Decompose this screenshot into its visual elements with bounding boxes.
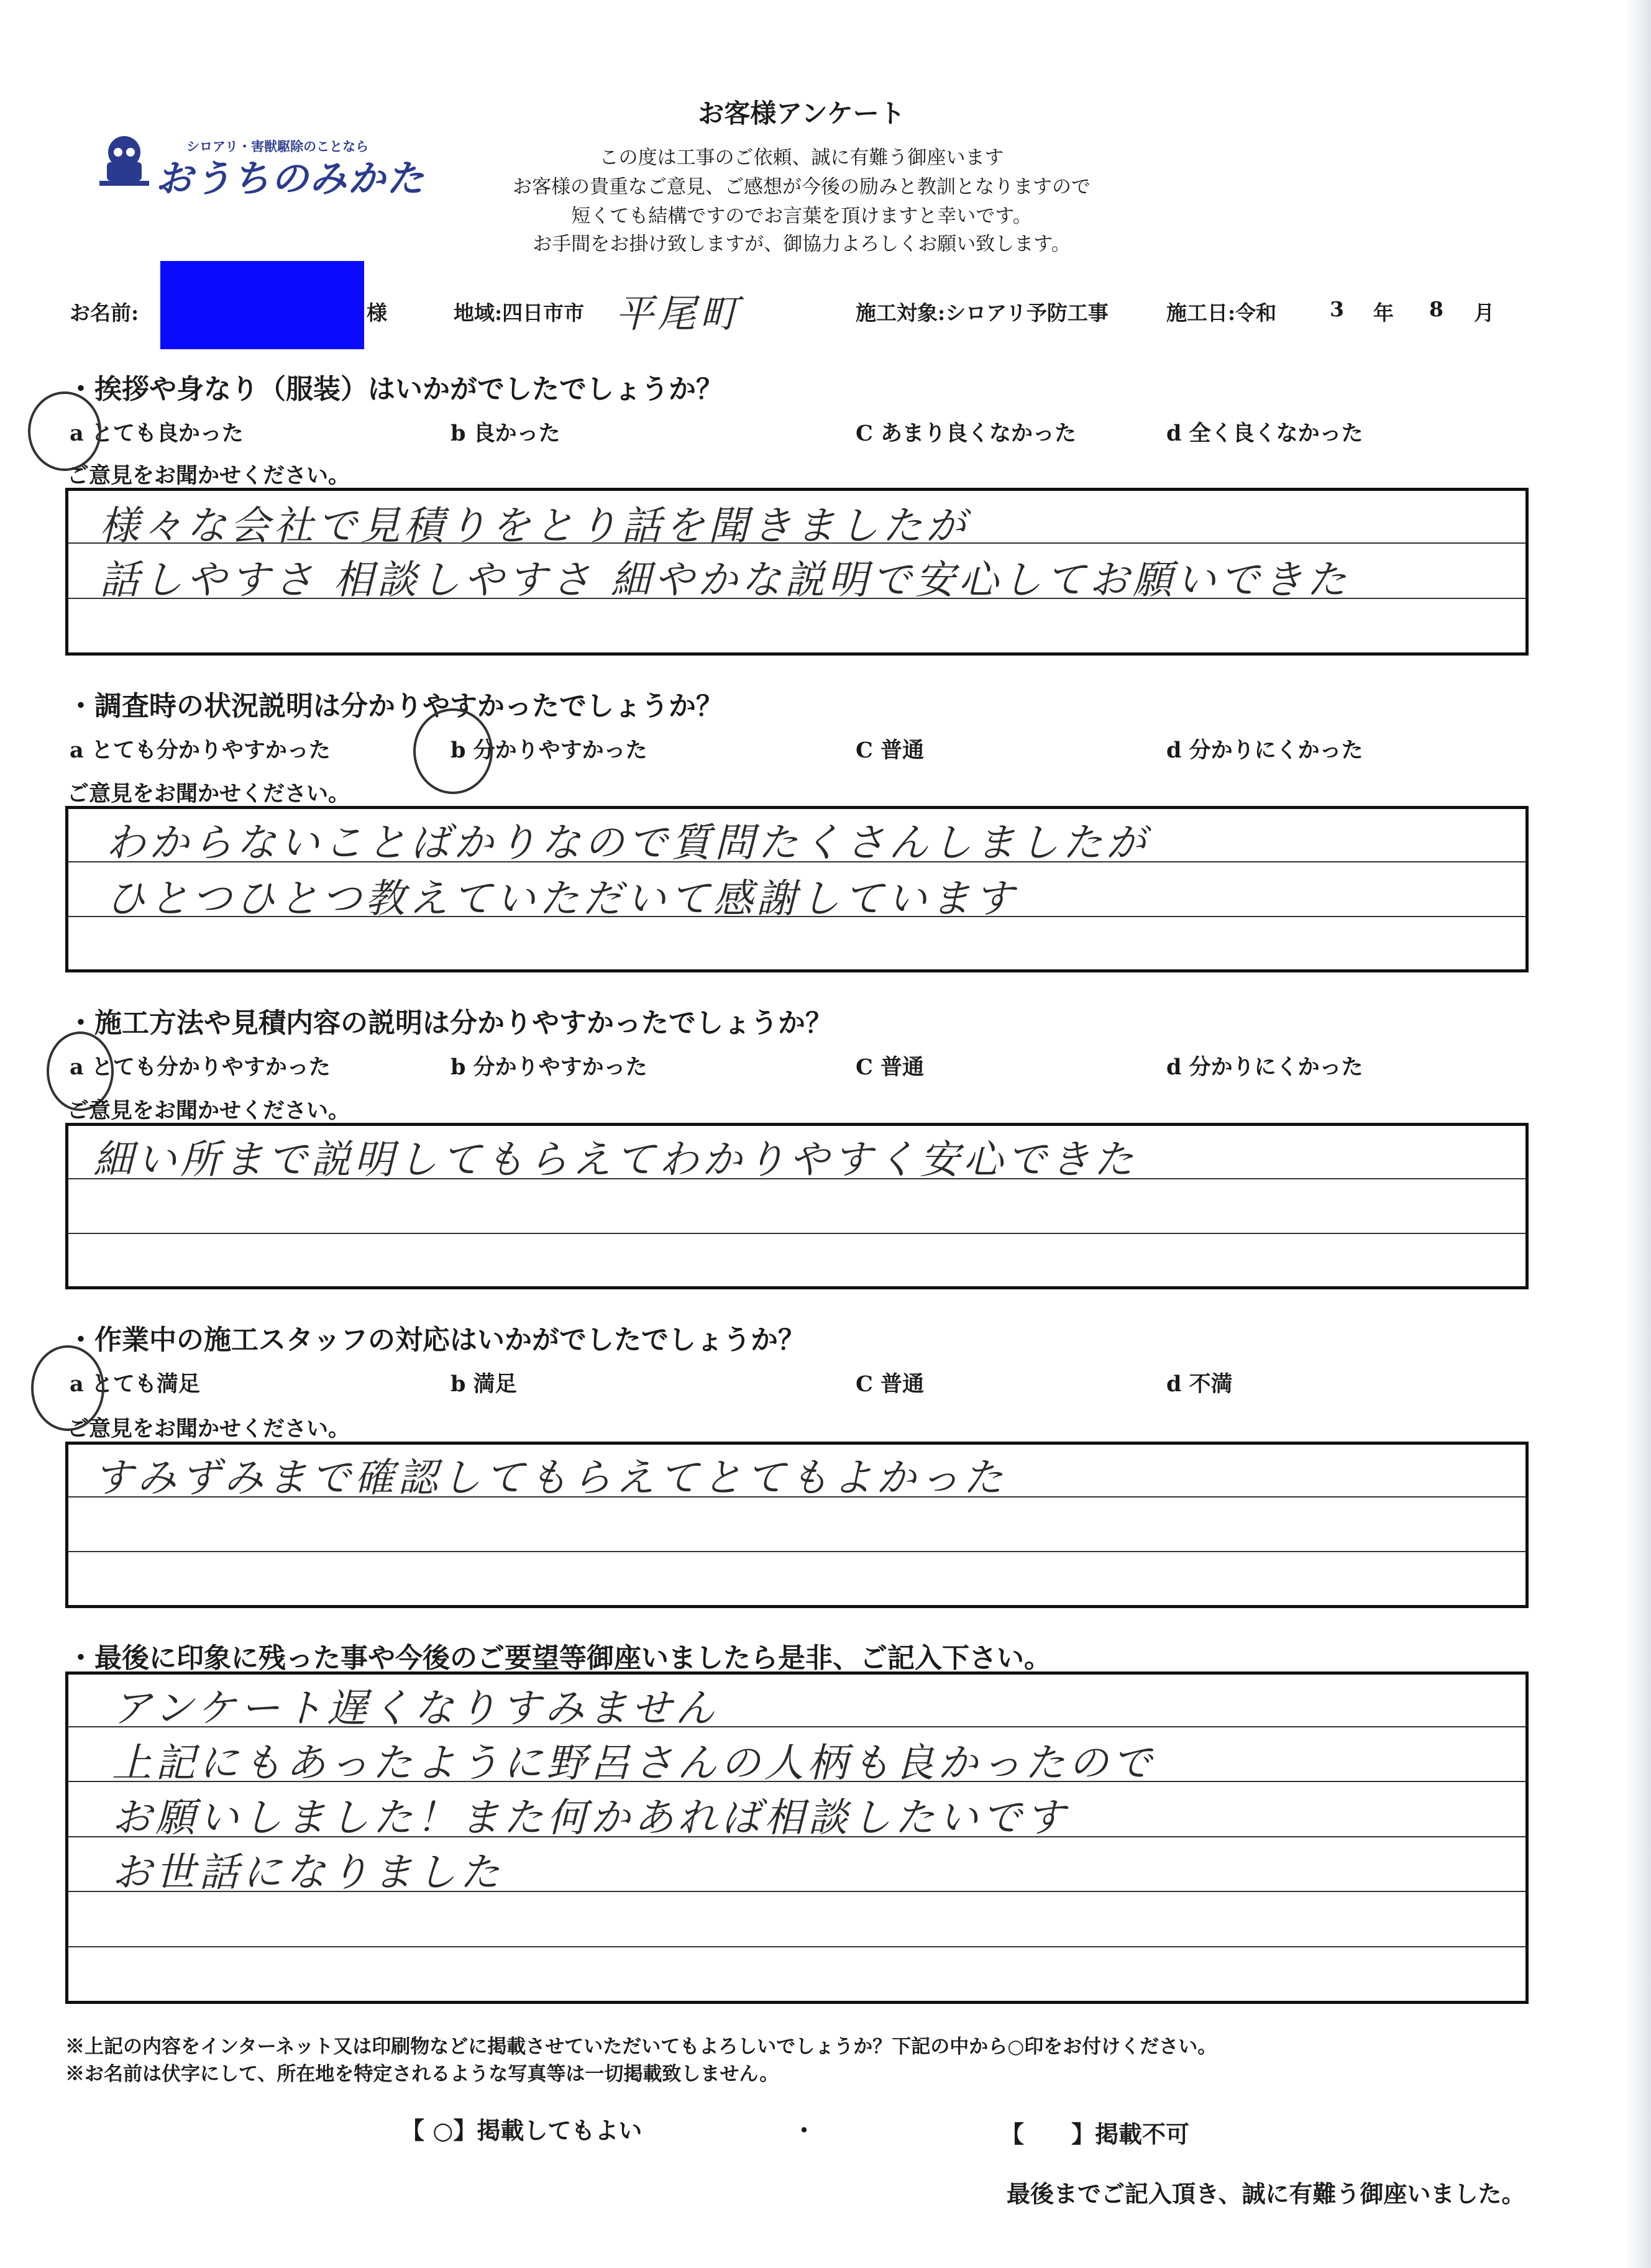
publish-note-2: ※お名前は伏字にして、所在地を特定されるような写真等は一切掲載致しません。 — [65, 2063, 779, 2085]
q1-answer-line-1: 様々な会社で見積りをとり話を聞きましたが — [99, 503, 969, 549]
name-redaction — [160, 261, 364, 349]
q2-option-c[interactable]: C 普通 — [856, 738, 925, 763]
q1-option-a[interactable]: a とても良かった — [70, 421, 244, 446]
final-line-5 — [68, 1946, 1525, 1947]
choice-separator: ・ — [792, 2116, 816, 2144]
q1-answer-line-2: 話しやすさ 相談しやすさ 細やかな説明で安心してお願いできた — [99, 557, 1350, 603]
q3-answer-line-1: 細い所まで説明してもらえてわかりやすく安心できた — [93, 1137, 1137, 1183]
q2-comment-prompt: ご意見をお聞かせください。 — [67, 781, 350, 807]
q1-option-c[interactable]: C あまり良くなかった — [856, 421, 1077, 446]
publish-note-1: ※上記の内容をインターネット又は印刷物などに掲載させていただいてもよろしいでしょうか？下記の中から○印をお付けください。 — [65, 2036, 1217, 2058]
date-month: 8 — [1429, 297, 1443, 321]
q1-option-d[interactable]: d 全く良くなかった — [1166, 421, 1363, 446]
region-handwritten: 平尾町 — [615, 291, 743, 336]
q3-option-a[interactable]: a とても分かりやすかった — [70, 1054, 331, 1080]
intro-line-2: お客様の貴重なご意見、ご感想が今後の励みと教訓となりますので — [513, 176, 1091, 198]
q3-comment-prompt: ご意見をお聞かせください。 — [67, 1098, 350, 1123]
q3-option-c[interactable]: C 普通 — [856, 1054, 925, 1080]
year-unit: 年 — [1373, 301, 1394, 325]
question-1: ・挨拶や身なり（服装）はいかがでしたでしょうか？ — [67, 373, 723, 405]
q4-option-a[interactable]: a とても満足 — [70, 1371, 200, 1397]
q3-option-d[interactable]: d 分かりにくかった — [1166, 1054, 1363, 1080]
q4-option-d[interactable]: d 不満 — [1166, 1371, 1233, 1397]
q3-line-2 — [68, 1233, 1525, 1234]
page-title: お客様アンケート — [698, 98, 905, 129]
final-answer-line-4: お世話になりました — [112, 1850, 503, 1896]
intro-line-4: お手間をお掛け致しますが、御協力よろしくお願い致します。 — [533, 233, 1071, 255]
q2-option-b[interactable]: b 分かりやすかった — [450, 738, 647, 763]
region-label: 地域:四日市市 — [454, 301, 585, 325]
final-answer-line-1: アンケート遅くなりすみません — [112, 1686, 719, 1732]
intro-line-3: 短くても結構ですのでお言葉を頂けますと幸いです。 — [571, 205, 1032, 227]
q2-option-a[interactable]: a とても分かりやすかった — [70, 738, 331, 763]
final-answer-line-2: 上記にもあったように野呂さんの人柄も良かったので — [112, 1740, 1156, 1786]
logo-name: おうちのみかた — [155, 157, 425, 201]
q4-option-c[interactable]: C 普通 — [856, 1371, 925, 1397]
date-year: 3 — [1330, 297, 1344, 321]
publish-ng-choice[interactable]: 【 】掲載不可 — [1000, 2120, 1190, 2148]
question-2: ・調査時の状況説明は分かりやすかったでしょうか？ — [67, 690, 723, 722]
q2-answer-line-1: わからないことばかりなので質問たくさんしましたが — [106, 820, 1150, 866]
house-mascot-icon — [93, 134, 155, 190]
final-question: ・最後に印象に残った事や今後のご要望等御座いましたら是非、ご記入下さい。 — [67, 1642, 1051, 1674]
month-unit: 月 — [1474, 301, 1494, 325]
q1-option-b[interactable]: b 良かった — [450, 421, 560, 446]
q4-answer-line-1: すみずみまで確認してもらえてとてもよかった — [93, 1455, 1007, 1501]
closing-thanks: 最後までご記入頂き、誠に有難う御座いました。 — [1007, 2180, 1525, 2208]
q4-comment-prompt: ご意見をお聞かせください。 — [67, 1416, 350, 1442]
q2-option-d[interactable]: d 分かりにくかった — [1166, 738, 1363, 763]
construction-date-label: 施工日:令和 — [1166, 301, 1277, 325]
construction-target: 施工対象:シロアリ予防工事 — [856, 301, 1109, 325]
q1-comment-prompt: ご意見をお聞かせください。 — [67, 463, 350, 488]
name-label: お名前: — [70, 301, 139, 325]
name-suffix: 様 — [367, 301, 387, 325]
publish-ok-choice[interactable]: 【 ○】掲載してもよい — [401, 2116, 643, 2144]
logo-tagline: シロアリ・害獣駆除のことなら — [186, 139, 369, 154]
question-4: ・作業中の施工スタッフの対応はいかがでしたでしょうか？ — [67, 1324, 805, 1356]
q4-line-2 — [68, 1551, 1525, 1552]
question-3: ・施工方法や見積内容の説明は分かりやすかったでしょうか？ — [67, 1007, 833, 1039]
q3-option-b[interactable]: b 分かりやすかった — [450, 1054, 647, 1080]
intro-line-1: この度は工事のご依頼、誠に有難う御座います — [599, 147, 1004, 169]
final-answer-line-3: お願いしました！また何かあれば相談したいです — [112, 1795, 1069, 1841]
q2-selection-circle — [413, 708, 493, 794]
q2-answer-line-2: ひとつひとつ教えていただいて感謝しています — [106, 876, 1018, 922]
q4-option-b[interactable]: b 満足 — [450, 1371, 517, 1397]
scan-edge — [1626, 0, 1651, 2268]
